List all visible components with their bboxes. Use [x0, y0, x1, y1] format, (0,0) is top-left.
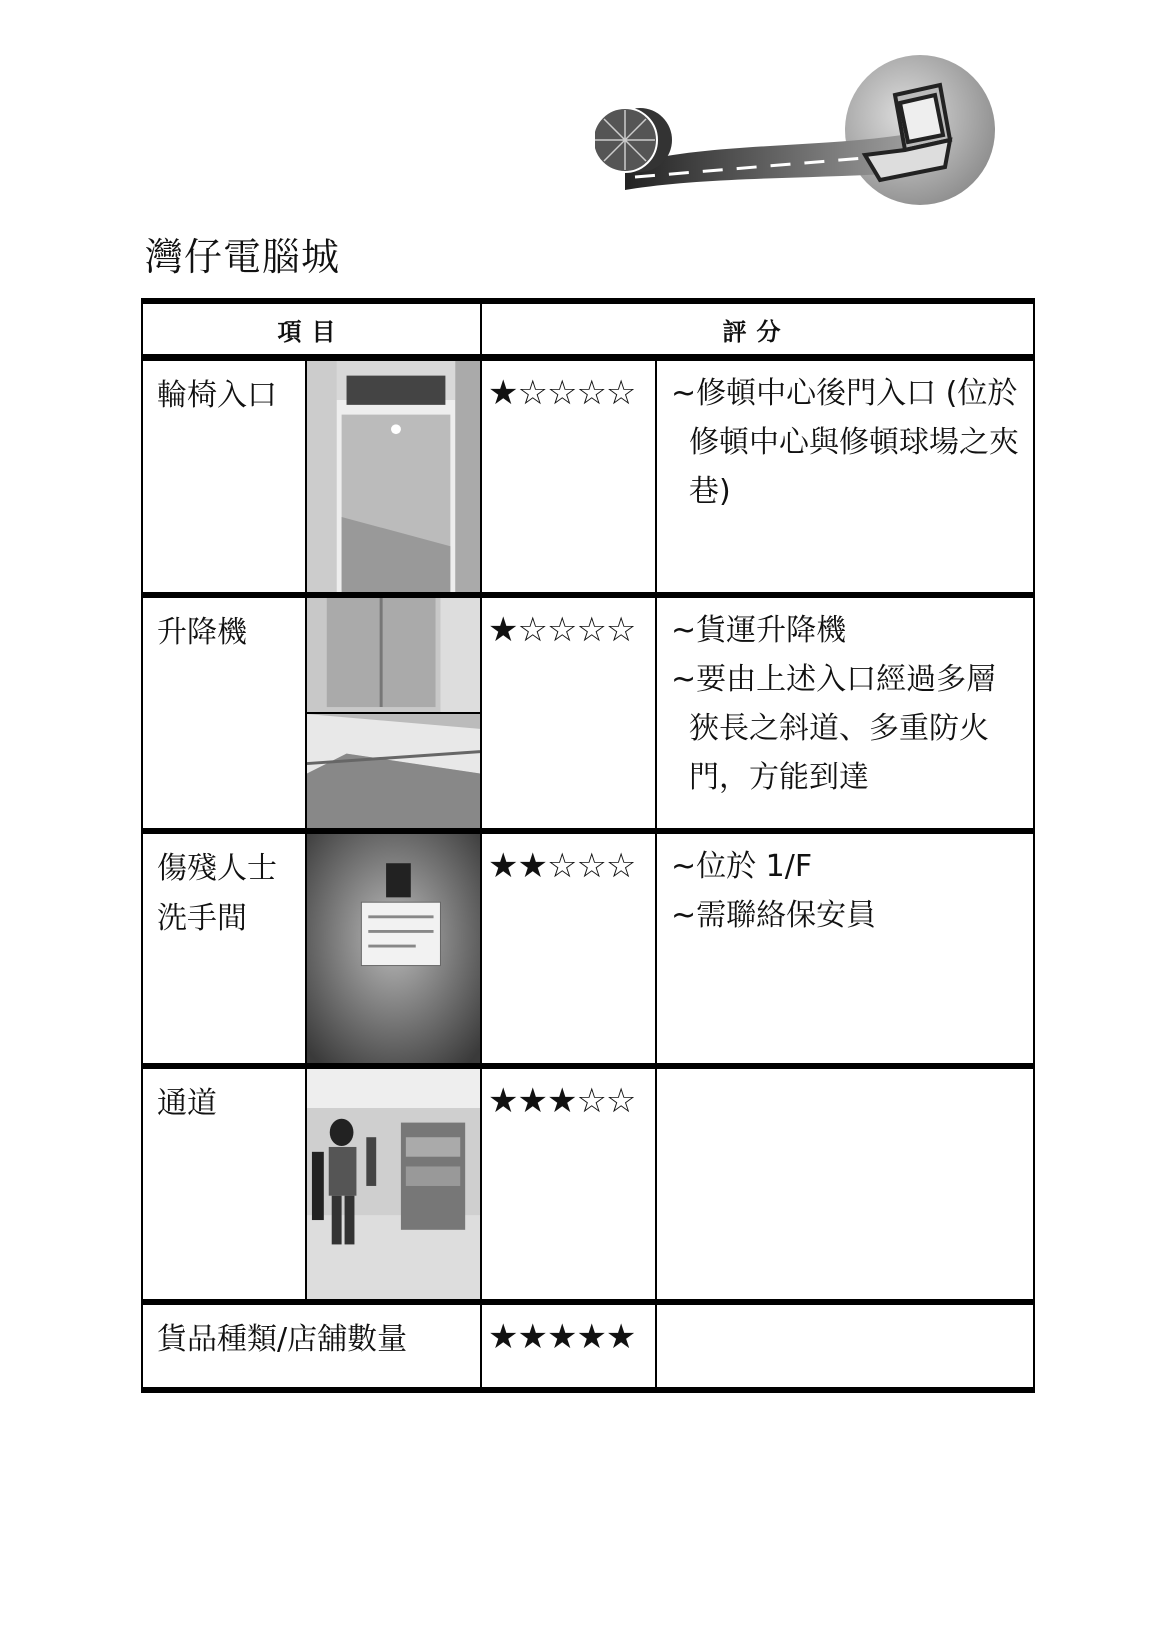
- table-row: [143, 598, 1033, 834]
- table-row: [143, 834, 1033, 1069]
- row-label: 通道: [143, 1069, 307, 1299]
- row-label: 貨品種類/店舖數量: [143, 1305, 482, 1387]
- lift-door-photo: [307, 598, 480, 714]
- rating-stars: ★★★★★: [482, 1305, 657, 1387]
- rating-stars: ★★★☆☆: [482, 1069, 657, 1299]
- toilet-door-photo: [307, 834, 482, 1063]
- table-row: [143, 361, 1033, 598]
- row-label: 傷殘人士 洗手間: [143, 834, 307, 1063]
- row-label: 輪椅入口: [143, 361, 307, 592]
- rating-stars: ★☆☆☆☆: [482, 598, 657, 828]
- table-header: [143, 304, 1033, 361]
- header-score: 評分: [722, 316, 791, 346]
- row-notes: ~位於 1/F ~需聯絡保安員: [671, 849, 877, 933]
- header-item: 項目: [143, 304, 482, 354]
- row-notes: [657, 1305, 1031, 1387]
- ramp-corridor-photo: [307, 714, 480, 828]
- table-row: [143, 1305, 1033, 1393]
- row-label: 升降機: [143, 598, 307, 828]
- rating-stars: ★☆☆☆☆: [482, 361, 657, 592]
- rating-table: [141, 298, 1035, 1393]
- rating-stars: ★★☆☆☆: [482, 834, 657, 1063]
- computer-road-logo-icon: [595, 55, 1010, 220]
- page-title: 灣仔電腦城: [145, 235, 341, 279]
- row-notes: ~修頓中心後門入口 (位於修頓中心與修頓球場之夾巷): [671, 376, 1019, 509]
- table-row: [143, 1069, 1033, 1305]
- lift-photos: [307, 598, 482, 828]
- row-notes: ~貨運升降機 ~要由上述入口經過多層狹長之斜道、多重防火門，方能到達: [671, 613, 997, 795]
- passage-photo: [307, 1069, 482, 1299]
- entrance-photo: [307, 361, 482, 592]
- row-notes: [657, 1069, 1031, 1299]
